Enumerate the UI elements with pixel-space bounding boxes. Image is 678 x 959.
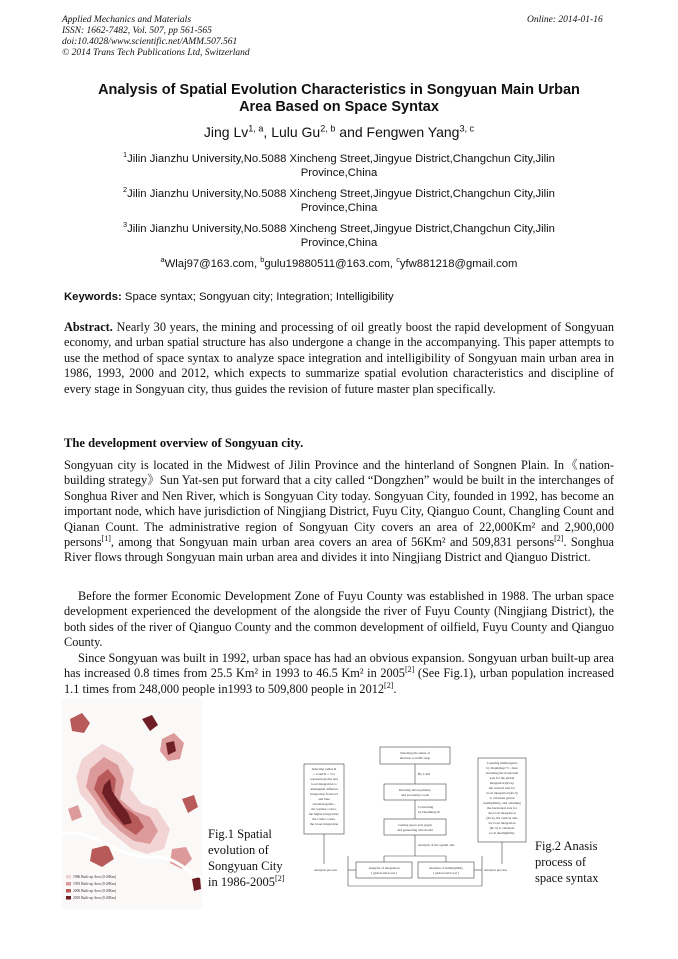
legend-label: 1993 Built-up Area (0-20Km) <box>73 882 117 887</box>
flow-text: Analysis of integration <box>368 866 400 870</box>
flow-text: and blue <box>318 797 330 801</box>
flow-text: intelligibility, and obtaining <box>483 801 521 805</box>
fig2-caption <box>535 838 599 886</box>
email-list <box>90 257 588 271</box>
email-sup: c <box>396 255 400 265</box>
caption-line: Songyuan City <box>208 859 283 873</box>
author-name: Lulu Gu <box>271 124 321 140</box>
caption-line: space syntax <box>535 871 599 885</box>
legend-label: 2000 Built-up Area (0-20Km) <box>73 889 117 894</box>
doi: doi:10.4028/www.scientific.net/AMM.507.561 <box>62 37 238 47</box>
flow-text: and secondary roads <box>401 793 429 797</box>
flow-text: chromatograms ; <box>312 802 336 806</box>
paragraph-text: . <box>393 681 397 696</box>
affiliation-line: Province,China <box>300 167 378 179</box>
email-link[interactable]: gulu19880511@163.com <box>264 258 390 270</box>
copyright: © 2014 Trans Tech Publications Ltd, Switzerland <box>62 48 250 58</box>
flow-text: the higher integration; <box>308 812 340 816</box>
flow-text: = n and R = 3 to <box>312 772 336 776</box>
paragraph-text: Since Songyuan was built in 1992, urban space has had an obvious expansion. Songyuan urban built-up area has increased 0.8 times from 25.5 Km² in 1993 to 46.5 Km² in 2005 <box>64 651 614 681</box>
caption-line: process of <box>535 855 587 869</box>
author-name: Jing Lv <box>203 124 249 140</box>
flow-text: Analysis of the spatial axis <box>418 843 455 847</box>
email-link[interactable]: yfw881218@gmail.com <box>399 258 518 270</box>
flow-text: by Depthmap7.5 , then <box>486 766 518 770</box>
legend-swatch <box>66 882 71 886</box>
abstract-label: Abstract. <box>64 320 113 334</box>
flow-box-draw <box>384 784 446 800</box>
flow-text: and generating axis model <box>397 828 433 832</box>
title-line-1: Analysis of Spatial Evolution Characteristics in Songyuan Main Urban <box>98 82 580 98</box>
keywords-text: Space syntax; Songyuan city; Integration; Intelligibility <box>121 291 394 303</box>
citation: [2] <box>404 665 415 675</box>
flow-text: by Depthmap10 <box>418 810 440 814</box>
flow-text: Counting multiregions <box>486 761 518 765</box>
flow-text: to calculate global <box>489 796 515 800</box>
keywords <box>64 291 394 303</box>
journal-name: Applied Mechanics and Materials <box>62 15 192 25</box>
legend-label: 2005 Built-up Area (0-20Km) <box>73 896 117 901</box>
author-list <box>60 124 618 140</box>
citation: [2] <box>384 680 394 690</box>
online-date: Online: 2014-01-16 <box>527 15 603 25</box>
affiliation-2 <box>90 187 588 215</box>
flow-box-intelligibility <box>418 862 474 878</box>
flow-text: the warmer colors, <box>311 807 337 811</box>
paragraph-text: Songyuan city is located in the Midwest of Jilin Province and the hinterland of Songnen Plain. In《nation-building strategy》Sun Yat-sen put forward that a city called “Dongzhen” would be built in the interchanges of Songhua River and Nen River, which is Songyuan City today. Songyuan City, founded in 1992, has become an important node, which have jurisdiction of Ningjiang District, Fuyu City, Qianguo Count, Changling Count and Qianan Count. The administrative region of Songyuan City covers an area of 22,000Km² and 2,900,000 persons <box>64 458 614 550</box>
flow-text: Getting space axis graph <box>398 823 432 827</box>
title-line-2: Area Based on Space Syntax <box>239 99 439 115</box>
affiliation-line: Province,China <box>300 237 378 249</box>
legend-swatch <box>66 896 71 900</box>
caption-line: in 1986-2005 <box>208 875 276 889</box>
flow-text: obtaining the horizontal <box>485 771 519 775</box>
caption-line: Fig.2 Anasis <box>535 839 598 853</box>
email-sup: a <box>160 255 165 265</box>
flow-text: distinguish different <box>310 787 338 791</box>
flow-box-integration <box>356 862 412 878</box>
flow-text: land use to traffic map <box>399 756 431 760</box>
flow-text: the local integration <box>488 811 516 815</box>
section-heading: The development overview of Songyuan city. <box>64 436 304 450</box>
flow-box-getting <box>384 819 446 835</box>
flow-text: for local integration <box>488 821 516 825</box>
flow-text: Analysis process <box>314 868 337 872</box>
flow-text: ( global and local ) <box>371 871 397 875</box>
citation: [1] <box>101 533 111 543</box>
paragraph-text: (See Fig.1), urban population increased 1.1 times from 248,000 people in1993 to 509,800 people in 2012 <box>64 666 614 696</box>
flow-text: axis for the global <box>489 776 515 780</box>
flow-text: local integration to <box>311 782 337 786</box>
paragraph-2: Before the former Economic Development Zone of Fuyu County was established in 1988. The urban space development experienced the development of the alongside the river of Fuyu County (Ningjiang District), the both sides of the river of Qianguo County and the common development of oilfield, Fuyu County and Qianguo County. <box>64 589 614 650</box>
author-sup: 1, a <box>248 123 264 134</box>
legend-swatch <box>66 889 71 893</box>
flow-text: ( global and local ) <box>433 871 459 875</box>
email-sup: b <box>260 255 265 265</box>
affiliation-number: 1 <box>123 150 128 160</box>
author-sup: 3, c <box>459 123 475 134</box>
flow-text: By CAD <box>418 772 430 776</box>
author-sup: 2, b <box>320 123 336 134</box>
affiliation-line: Jilin Jianzhu University,No.5088 Xincheng Street,Jingyue District,Changchun City,Jilin <box>127 223 555 235</box>
caption-line: evolution of <box>208 843 269 857</box>
paragraph-3 <box>64 651 614 697</box>
affiliation-number: 2 <box>123 185 128 195</box>
citation: [2] <box>275 873 285 883</box>
flow-text: local intelligibility <box>489 831 515 835</box>
paragraph-text: , among that Songyuan main urban area covers an area of 56Km² and 509,831 persons <box>110 535 555 550</box>
abstract <box>64 320 614 397</box>
paper-title <box>60 82 618 116</box>
affiliation-1 <box>90 152 588 180</box>
flow-text: represent global and <box>310 777 338 781</box>
legend-label: 1986 Built-up Area (0-20Km) <box>73 875 117 880</box>
flow-text: the colder colors, <box>312 817 336 821</box>
affiliation-3 <box>90 222 588 250</box>
citation: [2] <box>554 533 564 543</box>
affiliation-line: Jilin Jianzhu University,No.5088 Xincheng Street,Jingyue District,Changchun City,Jilin <box>127 153 555 165</box>
flow-text: the horizontal axis for <box>487 806 517 810</box>
fig1-caption <box>208 826 284 890</box>
flow-text: (R=n), the vertical axis <box>486 816 518 820</box>
flow-text: Selecting the status of <box>400 751 430 755</box>
email-separator: , <box>253 258 261 270</box>
caption-line: Fig.1 Spatial <box>208 827 272 841</box>
email-separator: , <box>389 258 397 270</box>
email-link[interactable]: Wlaj97@163.com <box>164 258 254 270</box>
flow-text: (R=3) to calculate <box>489 826 515 830</box>
abstract-text: Nearly 30 years, the mining and processing of oil greatly boost the rapid development of Songyuan economy, and urban spatial structure has also undergone a change in the accompanying. This paper attempts to use the method of space syntax to analyze space integration and intelligibility of Songyuan main urban area in 1986, 1993, 2000 and 2012, which expects to summarize spatial evolution characteristics and discipline of every stage in Songyuan city, thus guides the revision of future master plan specifically. <box>64 320 614 396</box>
author-separator: , <box>263 124 272 140</box>
paragraph-1 <box>64 458 614 566</box>
author-name: Fengwen Yang <box>366 124 460 140</box>
affiliation-line: Province,China <box>300 202 378 214</box>
keywords-label: Keywords: <box>64 291 122 303</box>
affiliation-number: 3 <box>123 220 128 230</box>
flow-text: Drawing urban primary <box>398 788 432 792</box>
flow-text: the lower integration <box>309 822 339 826</box>
flow-text: Analysis process <box>484 868 507 872</box>
fig2-flowchart <box>300 746 530 892</box>
flow-text: integration (R=n), <box>489 781 515 785</box>
flow-text: the vertical axis for <box>488 786 516 790</box>
flow-text: Analysis of intelligibility <box>428 866 464 870</box>
flow-text: local integration (R=3) <box>486 791 518 795</box>
fig1-map <box>62 699 202 909</box>
author-separator: and <box>335 124 367 140</box>
legend-swatch <box>66 875 71 879</box>
paragraph-text: . Songhua River flows through Songyuan main urban area and divides it into Ningjiang District and Qianguo District. <box>64 535 614 565</box>
journal-header <box>62 15 250 59</box>
flow-text: Converting <box>418 805 434 809</box>
flow-text: Selecting radius R <box>311 767 337 771</box>
flow-text: integration from red <box>310 792 338 796</box>
issn: ISSN: 1662-7482, Vol. 507, pp 561-565 <box>62 26 212 36</box>
affiliation-line: Jilin Jianzhu University,No.5088 Xincheng Street,Jingyue District,Changchun City,Jilin <box>127 188 555 200</box>
